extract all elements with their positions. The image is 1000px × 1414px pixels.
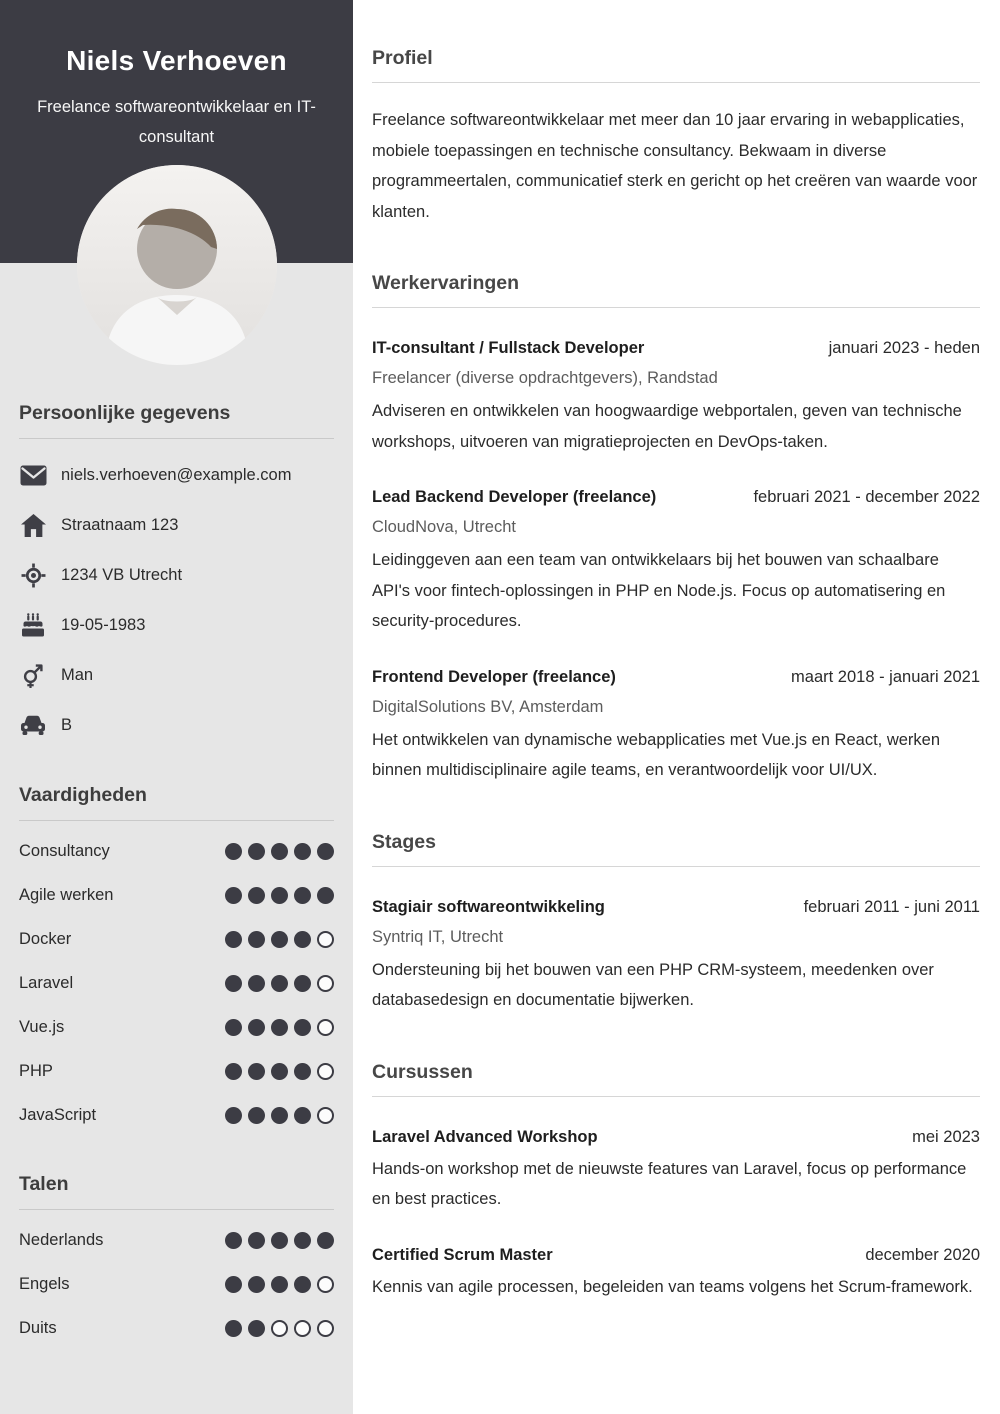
contact-list: [19, 450, 334, 750]
rating-dots: [225, 1019, 334, 1036]
rating-dot-filled: [225, 1276, 242, 1293]
experience-entry-company: Freelancer (diverse opdrachtgevers), Randstad: [372, 369, 718, 387]
rating-dot-empty: [317, 1063, 334, 1080]
section-internships: [372, 831, 980, 1016]
rating-dot-filled: [248, 1019, 265, 1036]
experience-entry-head: [372, 666, 980, 688]
skill-item-label: JavaScript: [19, 1105, 97, 1124]
rating-dot-filled: [271, 887, 288, 904]
contact-value: Man: [61, 665, 94, 684]
internship-entry-company: Syntriq IT, Utrecht: [372, 927, 504, 946]
experience-entry-company: CloudNova, Utrecht: [372, 518, 516, 536]
profile-heading: Profiel: [372, 47, 980, 83]
skill-item-label: Docker: [19, 929, 72, 948]
internship-entries: [372, 896, 980, 1016]
skill-item: [19, 917, 334, 961]
language-item: [19, 1218, 334, 1262]
experience-entry-title: Lead Backend Developer (freelance): [372, 488, 657, 506]
rating-dot-filled: [271, 1019, 288, 1036]
email-icon: [19, 465, 47, 486]
rating-dot-empty: [317, 975, 334, 992]
gender-icon: [19, 662, 47, 689]
rating-dot-filled: [225, 975, 242, 992]
rating-dot-filled: [271, 1276, 288, 1293]
contact-value: 19-05-1983: [61, 615, 146, 634]
rating-dot-filled: [225, 843, 242, 860]
rating-dots: [225, 1107, 334, 1124]
rating-dot-filled: [248, 1063, 265, 1080]
rating-dot-filled: [317, 1232, 334, 1249]
rating-dots: [225, 975, 334, 992]
contact-value: B: [61, 715, 73, 734]
rating-dot-filled: [271, 975, 288, 992]
profile-photo: [77, 165, 277, 365]
experience-entry-description: Adviseren en ontwikkelen van hoogwaardige webportalen, geven van technische workshops, uitvoeren van migratieprojecten en DevOps-taken.: [372, 402, 962, 451]
experience-entry-date: maart 2018 - januari 2021: [791, 667, 980, 686]
course-entry-title: Laravel Advanced Workshop: [372, 1127, 598, 1146]
experience-entries: [372, 337, 980, 786]
section-profile: [372, 47, 980, 227]
skill-item-label: Consultancy: [19, 841, 110, 860]
rating-dots: [225, 1276, 334, 1293]
experience-entry-head: [372, 486, 980, 508]
skill-item-label: PHP: [19, 1061, 53, 1080]
rating-dot-filled: [225, 1019, 242, 1036]
skill-item: [19, 829, 334, 873]
drivers-license-icon: [19, 714, 47, 736]
course-entry-date: december 2020: [865, 1245, 980, 1264]
courses-heading: Cursussen: [372, 1061, 980, 1097]
contact-value: niels.verhoeven@example.com: [61, 465, 292, 484]
birthday-icon: [19, 613, 47, 637]
rating-dot-filled: [248, 931, 265, 948]
sidebar: [0, 0, 353, 1414]
course-entry-head: [372, 1126, 980, 1148]
rating-dot-filled: [271, 931, 288, 948]
rating-dot-filled: [248, 1232, 265, 1249]
contact-item: [19, 450, 334, 500]
rating-dot-empty: [271, 1320, 288, 1337]
course-entry-head: [372, 1244, 980, 1266]
rating-dot-filled: [294, 1276, 311, 1293]
experience-entry-company: DigitalSolutions BV, Amsterdam: [372, 697, 604, 716]
contact-item: [19, 550, 334, 600]
experience-heading: Werkervaringen: [372, 272, 980, 308]
contact-item: [19, 500, 334, 550]
rating-dot-filled: [294, 931, 311, 948]
rating-dot-filled: [225, 931, 242, 948]
course-entry-date: mei 2023: [912, 1127, 980, 1146]
rating-dots: [225, 887, 334, 904]
skills-list: [19, 829, 334, 1137]
rating-dot-filled: [225, 1320, 242, 1337]
skill-item: [19, 1049, 334, 1093]
experience-entry-description: Leidinggeven aan een team van ontwikkelaars bij het bouwen van schaalbare API's voor fintech-oplossingen in PHP en Node.js. Focus op automatisering en security-procedures.: [372, 551, 946, 630]
rating-dot-filled: [225, 1063, 242, 1080]
person-name: Niels Verhoeven: [66, 45, 287, 76]
rating-dot-filled: [294, 1107, 311, 1124]
course-entry: [372, 1244, 980, 1303]
experience-entry: [372, 486, 980, 637]
rating-dot-filled: [248, 975, 265, 992]
rating-dot-filled: [248, 1107, 265, 1124]
languages-list: [19, 1218, 334, 1350]
experience-entry-head: [372, 337, 980, 359]
internship-entry-description: Ondersteuning bij het bouwen van een PHP CRM-systeem, meedenken over databasedesign en documentatie bijwerken.: [372, 960, 934, 1009]
location-icon: [19, 563, 47, 588]
section-skills: [19, 784, 334, 1137]
rating-dot-filled: [248, 1320, 265, 1337]
skill-item: [19, 1093, 334, 1137]
contact-item: [19, 700, 334, 750]
contact-value: 1234 VB Utrecht: [61, 565, 183, 584]
skill-item: [19, 873, 334, 917]
internship-entry-date: februari 2011 - juni 2011: [803, 897, 980, 916]
rating-dot-filled: [317, 843, 334, 860]
rating-dots: [225, 1320, 334, 1337]
language-item: [19, 1262, 334, 1306]
sidebar-content: [0, 402, 353, 1350]
skill-item-label: Laravel: [19, 973, 74, 992]
section-courses: [372, 1061, 980, 1303]
skills-heading: Vaardigheden: [19, 784, 334, 821]
section-personal-details: [19, 402, 334, 750]
rating-dot-filled: [225, 887, 242, 904]
experience-entry-date: februari 2021 - december 2022: [753, 488, 980, 506]
rating-dot-filled: [294, 887, 311, 904]
rating-dot-filled: [225, 1107, 242, 1124]
rating-dot-filled: [225, 1232, 242, 1249]
rating-dot-filled: [271, 1063, 288, 1080]
skill-item: [19, 961, 334, 1005]
rating-dot-filled: [248, 1276, 265, 1293]
contact-item: [19, 650, 334, 700]
home-icon: [19, 514, 47, 537]
contact-value: Straatnaam 123: [61, 515, 179, 534]
rating-dot-filled: [294, 1232, 311, 1249]
course-entry-title: Certified Scrum Master: [372, 1245, 553, 1264]
language-item-label: Nederlands: [19, 1230, 104, 1249]
rating-dot-filled: [294, 843, 311, 860]
internship-entry-title: Stagiair softwareontwikkeling: [372, 897, 605, 916]
experience-entry-title: Frontend Developer (freelance): [372, 667, 616, 686]
rating-dot-empty: [317, 1019, 334, 1036]
rating-dot-empty: [317, 931, 334, 948]
rating-dots: [225, 1232, 334, 1249]
rating-dot-filled: [271, 1107, 288, 1124]
internship-entry: [372, 896, 980, 1016]
rating-dot-filled: [248, 843, 265, 860]
language-item-label: Duits: [19, 1318, 57, 1337]
contact-item: [19, 600, 334, 650]
skill-item-label: Vue.js: [19, 1017, 65, 1036]
person-job-title: Freelance softwareontwikkelaar en IT-consultant: [37, 98, 316, 146]
rating-dot-empty: [317, 1107, 334, 1124]
course-entry-description: Hands-on workshop met de nieuwste features van Laravel, focus op performance en best practices.: [372, 1159, 967, 1208]
rating-dot-empty: [317, 1276, 334, 1293]
language-item-label: Engels: [19, 1274, 70, 1293]
rating-dot-filled: [294, 1019, 311, 1036]
rating-dot-filled: [271, 843, 288, 860]
experience-entry-date: januari 2023 - heden: [828, 339, 980, 357]
internship-entry-head: [372, 896, 980, 918]
course-entry-description: Kennis van agile processen, begeleiden van teams volgens het Scrum-framework.: [372, 1277, 973, 1296]
experience-entry: [372, 337, 980, 457]
course-entry: [372, 1126, 980, 1215]
rating-dot-filled: [248, 887, 265, 904]
rating-dots: [225, 931, 334, 948]
rating-dot-filled: [271, 1232, 288, 1249]
skill-item-label: Agile werken: [19, 885, 114, 904]
skill-item: [19, 1005, 334, 1049]
personal-details-heading: Persoonlijke gegevens: [19, 402, 334, 439]
rating-dot-empty: [294, 1320, 311, 1337]
language-item: [19, 1306, 334, 1350]
rating-dot-empty: [317, 1320, 334, 1337]
section-experience: [372, 272, 980, 786]
rating-dots: [225, 843, 334, 860]
rating-dot-filled: [294, 975, 311, 992]
rating-dot-filled: [294, 1063, 311, 1080]
experience-entry-description: Het ontwikkelen van dynamische webapplicaties met Vue.js en React, werken binnen multidisciplinaire agile teams, en verantwoordelijk voor UI/UX.: [372, 730, 941, 779]
profile-text: Freelance softwareontwikkelaar met meer dan 10 jaar ervaring in webapplicaties, mobiele toepassingen en technische consultancy. Bekwaam in diverse programmeertalen, communicatief sterk en gericht op het creëren van waarde voor klanten.: [372, 111, 978, 221]
course-entries: [372, 1126, 980, 1303]
languages-heading: Talen: [19, 1173, 334, 1210]
experience-entry: [372, 666, 980, 786]
section-languages: [19, 1173, 334, 1350]
experience-entry-title: IT-consultant / Fullstack Developer: [372, 339, 645, 357]
main-column: [353, 0, 1000, 1414]
rating-dots: [225, 1063, 334, 1080]
internships-heading: Stages: [372, 831, 980, 867]
rating-dot-filled: [317, 887, 334, 904]
